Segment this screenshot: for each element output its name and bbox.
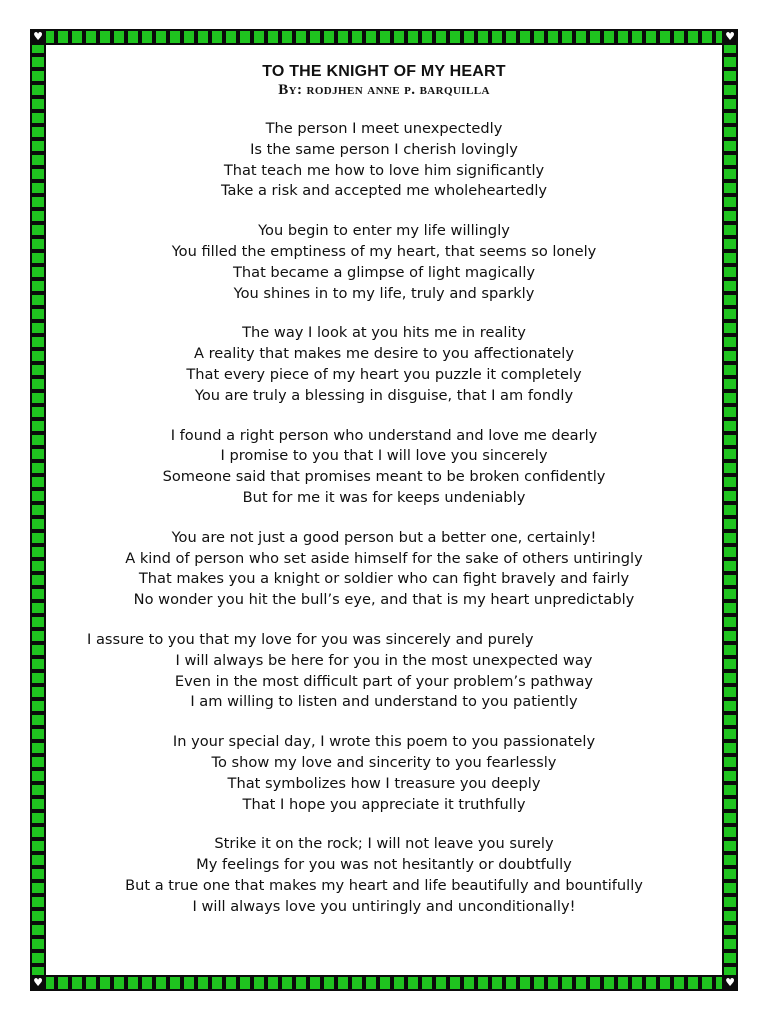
heart-corner-icon: ♥: [30, 975, 46, 991]
poem-author: By: rodjhen anne p. barquilla: [278, 82, 490, 98]
poem-line: You filled the emptiness of my heart, that seems so lonely: [171, 242, 597, 260]
poem-line: Even in the most difficult part of your problem’s pathway: [174, 672, 594, 690]
poem-line: That makes you a knight or soldier who can fight bravely and fairly: [138, 570, 630, 588]
stanza-1: [46, 119, 722, 202]
poem-line: Someone said that promises meant to be broken confidently: [162, 468, 606, 486]
poem-line: The way I look at you hits me in reality: [242, 324, 526, 342]
poem-line: That I hope you appreciate it truthfully: [242, 795, 526, 813]
poem-line: That symbolizes how I treasure you deeply: [227, 774, 541, 792]
poem-line: I found a right person who understand and love me dearly: [170, 426, 598, 444]
poem-line: That became a glimpse of light magically: [232, 263, 536, 281]
poem-line: My feelings for you was not hesitantly or doubtfully: [196, 856, 572, 874]
poem-line: But for me it was for keeps undeniably: [242, 488, 526, 506]
stanza-8: [46, 834, 722, 917]
heart-corner-icon: ♥: [30, 29, 46, 45]
poem-line: I am willing to listen and understand to you patiently: [190, 693, 578, 711]
poem-line: Take a risk and accepted me wholeheartedly: [220, 182, 548, 200]
decorative-border-bottom: [30, 975, 738, 991]
decorative-border-left: [30, 29, 46, 991]
stanza-5: [46, 528, 722, 611]
poem-line: But a true one that makes my heart and life beautifully and bountifully: [125, 876, 643, 894]
poem-line: You are truly a blessing in disguise, that I am fondly: [194, 386, 574, 404]
decorative-border-top: [30, 29, 738, 45]
decorative-border-right: [722, 29, 738, 991]
stanza-7: [46, 732, 722, 815]
poem-line: That teach me how to love him significantly: [223, 161, 545, 179]
stanza-2: [46, 221, 722, 304]
poem-line: I promise to you that I will love you sincerely: [220, 447, 548, 465]
stanza-4: [46, 426, 722, 509]
poem-line: That every piece of my heart you puzzle it completely: [186, 365, 582, 383]
poem-line: In your special day, I wrote this poem to you passionately: [172, 733, 596, 751]
poem-line: I will always love you untiringly and unconditionally!: [192, 897, 576, 915]
poem-line: The person I meet unexpectedly: [265, 120, 503, 137]
poem-line: Strike it on the rock; I will not leave you surely: [214, 835, 554, 853]
poem-line: I assure to you that my love for you was sincerely and purely: [87, 630, 534, 648]
poem-body: [46, 62, 722, 918]
stanza-3: [46, 323, 722, 406]
poem-line: You are not just a good person but a better one, certainly!: [171, 528, 597, 546]
poem-title: TO THE KNIGHT OF MY HEART: [262, 63, 506, 80]
poem-line: No wonder you hit the bull’s eye, and that is my heart unpredictably: [133, 591, 635, 609]
poem-line: Is the same person I cherish lovingly: [250, 140, 518, 158]
poem-line: A kind of person who set aside himself for the sake of others untiringly: [125, 549, 643, 567]
poem-line: You shines in to my life, truly and sparkly: [233, 284, 535, 302]
poem-line: You begin to enter my life willingly: [258, 222, 510, 240]
poem-line: To show my love and sincerity to you fearlessly: [211, 753, 557, 771]
heart-corner-icon: ♥: [722, 29, 738, 45]
poem-line: I will always be here for you in the most unexpected way: [175, 651, 593, 669]
heart-corner-icon: ♥: [722, 975, 738, 991]
poem-line: A reality that makes me desire to you affectionately: [194, 345, 574, 363]
stanza-6: [46, 630, 722, 713]
